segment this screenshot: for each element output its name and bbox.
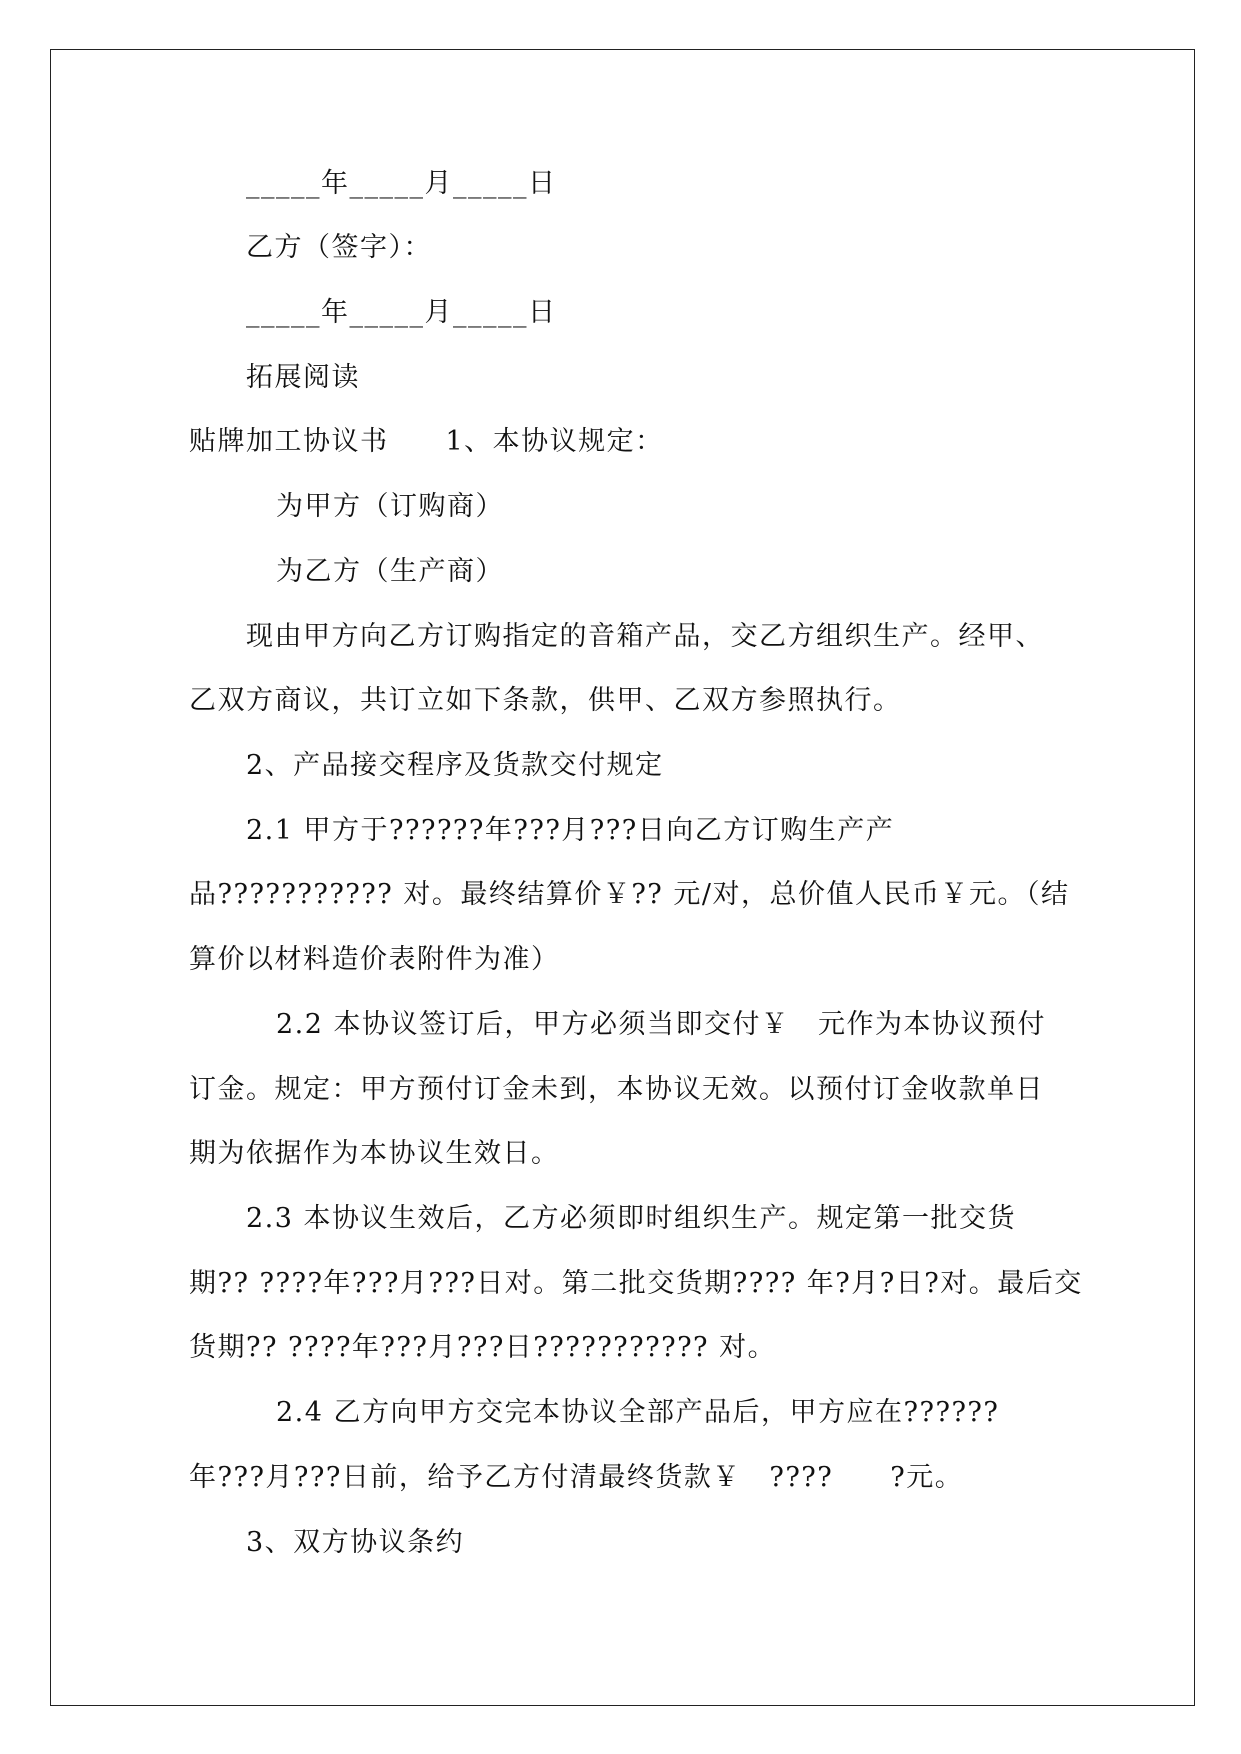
clause-2-3-line: 货期?? ????年???月???日??????????? 对。 [189,1332,777,1363]
date-line-party-b: _____年_____月_____日 [246,297,557,328]
clause-2-2-line: 订金。规定：甲方预付订金未到，本协议无效。以预付订金收款单日 [189,1074,1044,1105]
clause-2-4-line: 2.4 乙方向甲方交完本协议全部产品后，甲方应在?????? [276,1397,1000,1428]
party-a-definition: 为甲方（订购商） [276,491,504,522]
party-b-definition: 为乙方（生产商） [276,556,504,587]
section-heading-3: 3、双方协议条约 [246,1527,465,1558]
clause-2-3-line: 2.3 本协议生效后，乙方必须即时组织生产。规定第一批交货 [246,1203,1017,1234]
date-line-party-a: _____年_____月_____日 [246,168,557,199]
clause-2-4-line: 年???月???日前，给予乙方付清最终货款￥ ???? ?元。 [189,1462,964,1493]
clause-2-1-line: 算价以材料造价表附件为准） [189,944,560,975]
clause-2-2-line: 期为依据作为本协议生效日。 [189,1138,560,1169]
extended-reading-heading: 拓展阅读 [246,362,360,393]
paragraph-line: 现由甲方向乙方订购指定的音箱产品，交乙方组织生产。经甲、 [246,621,1044,652]
section-heading-2: 2、产品接交程序及货款交付规定 [246,750,664,781]
paragraph-line: 乙双方商议，共订立如下条款，供甲、乙双方参照执行。 [189,685,902,716]
clause-2-2-line: 2.2 本协议签订后，甲方必须当即交付￥ 元作为本协议预付 [276,1009,1047,1040]
agreement-title-line: 贴牌加工协议书 1、本协议规定： [189,426,664,457]
clause-2-1-line: 2.1 甲方于??????年???月???日向乙方订购生产产 [246,815,895,846]
clause-2-3-line: 期?? ????年???月???日对。第二批交货期???? 年?月?日?对。最后交 [189,1268,1083,1299]
clause-2-1-line: 品??????????? 对。最终结算价￥?? 元/对，总价值人民币￥元。（结 [189,879,1070,910]
party-b-signature-label: 乙方（签字）： [246,232,432,263]
